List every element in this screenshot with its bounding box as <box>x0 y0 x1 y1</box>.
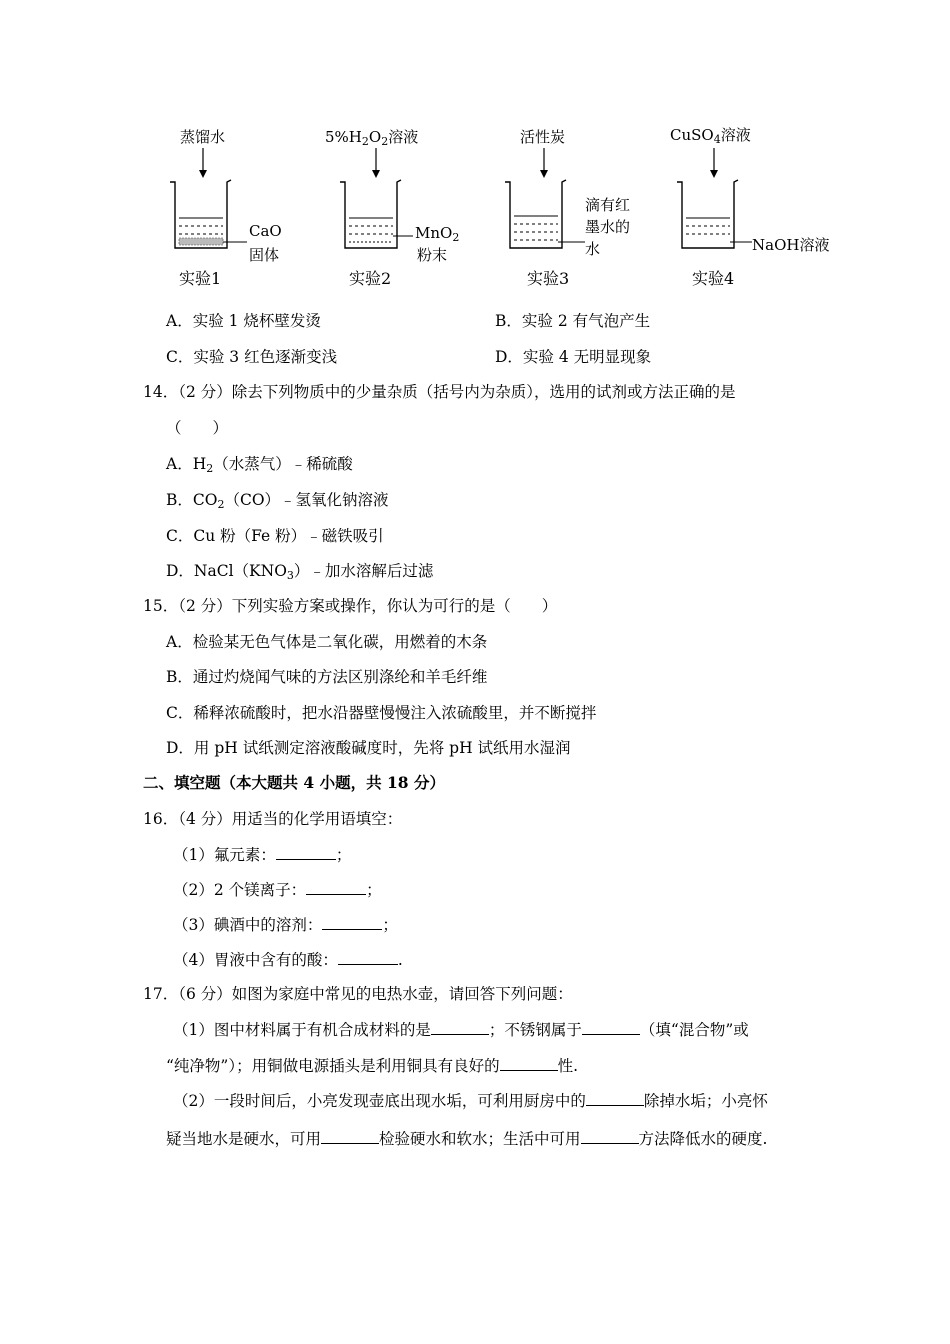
answer-blank[interactable] <box>338 949 398 965</box>
q15-option-a: A．检验某无色气体是二氧化碳，用燃着的木条 <box>166 633 488 651</box>
exp4-side-label-1: NaOH溶液 <box>752 236 830 254</box>
answer-blank[interactable] <box>321 1128 379 1144</box>
answer-blank[interactable] <box>581 1128 639 1144</box>
q16-sub-2: （2）2 个镁离子： ； <box>173 881 382 899</box>
q13-option-d: D．实验 4 无明显现象 <box>495 348 652 366</box>
q17-stem: 17．（6 分）如图为家庭中常见的电热水壶，请回答下列问题： <box>143 985 573 1003</box>
q14-option-b: B．$CO_2(CO)﹣$氢氧化钠溶液 <box>166 491 389 511</box>
answer-blank[interactable] <box>582 1019 640 1035</box>
q16-stem: 16．（4 分）用适当的化学用语填空： <box>143 810 403 828</box>
q14-option-a: A．$H_2$（水蒸气）﹣稀硫酸 <box>166 455 353 475</box>
q14-answer-paren: （ ） <box>166 419 229 437</box>
exp4-caption: 实验4 <box>692 269 735 288</box>
experiment-3 <box>505 118 675 298</box>
exp1-top-label: 蒸馏水 <box>180 128 226 146</box>
exp2-caption: 实验2 <box>349 269 392 288</box>
exp1-side-label-2: 固体 <box>249 246 280 264</box>
exp3-side-label-2: 墨水的 <box>585 218 631 236</box>
answer-blank[interactable] <box>306 879 366 895</box>
exp2-top-label: $5\%H_2O_2$溶液 <box>325 128 419 148</box>
section-2-heading: 二、填空题（本大题共 4 小题，共 18 分） <box>143 773 445 792</box>
q13-option-c: C．实验 3 红色逐渐变浅 <box>166 348 338 366</box>
q16-sub-3: （3）碘酒中的溶剂： ； <box>173 916 398 934</box>
q14-option-c: C．Cu 粉（Fe 粉）﹣磁铁吸引 <box>166 527 384 545</box>
exp2-side-label-2: 粉末 <box>417 246 448 264</box>
q15-option-c: C．稀释浓硫酸时，把水沿器壁慢慢注入浓硫酸里，并不断搅拌 <box>166 704 597 722</box>
q15-option-b: B．通过灼烧闻气味的方法区别涤纶和羊毛纤维 <box>166 668 488 686</box>
q13-option-a: A．实验 1 烧杯壁发烫 <box>166 312 321 330</box>
answer-blank[interactable] <box>431 1019 489 1035</box>
exp1-caption: 实验1 <box>179 269 222 288</box>
answer-blank[interactable] <box>276 844 336 860</box>
q17-part-1-line-1: （1）图中材料属于有机合成材料的是 ；不锈钢属于 （填“混合物”或 <box>173 1021 749 1039</box>
q17-part-2-line-1: （2）一段时间后，小亮发现壶底出现水垢，可利用厨房中的 除掉水垢；小亮怀 <box>173 1092 768 1110</box>
q17-part-2-line-2: 疑当地水是硬水，可用 检验硬水和软水；生活中可用 方法降低水的硬度. <box>166 1130 768 1148</box>
experiment-2 <box>325 118 495 298</box>
q17-part-1-line-2: “纯净物”）；用铜做电源插头是利用铜具有良好的 性. <box>166 1057 579 1075</box>
q16-sub-1: （1）氟元素： ； <box>173 846 352 864</box>
experiment-4 <box>670 118 840 298</box>
exp3-caption: 实验3 <box>527 269 570 288</box>
exp1-side-label-1: CaO <box>249 222 282 240</box>
exp3-side-label-1: 滴有红 <box>585 196 631 214</box>
exp2-side-label-1: MnO$_2$ <box>415 224 460 244</box>
answer-blank[interactable] <box>586 1090 644 1106</box>
experiment-1 <box>165 118 335 298</box>
exp4-top-label: CuSO$_4$溶液 <box>670 126 751 146</box>
beaker-2-drawing <box>325 118 495 268</box>
q13-option-b: B．实验 2 有气泡产生 <box>495 312 651 330</box>
exp3-side-label-3: 水 <box>585 240 601 258</box>
experiment-figure <box>150 118 850 298</box>
q15-option-d: D．用 pH 试纸测定溶液酸碱度时，先将 pH 试纸用水湿润 <box>166 739 571 757</box>
q16-sub-4: （4）胃液中含有的酸： . <box>173 951 403 969</box>
answer-blank[interactable] <box>322 914 382 930</box>
q14-option-d: D．$NaCl(KNO_3)﹣$加水溶解后过滤 <box>166 562 434 582</box>
q14-stem: 14．（2 分）除去下列物质中的少量杂质（括号内为杂质），选用的试剂或方法正确的是 <box>143 383 736 401</box>
exp3-top-label: 活性炭 <box>520 128 566 146</box>
q15-stem: 15．（2 分）下列实验方案或操作，你认为可行的是（ ） <box>143 597 558 615</box>
answer-blank[interactable] <box>500 1055 558 1071</box>
